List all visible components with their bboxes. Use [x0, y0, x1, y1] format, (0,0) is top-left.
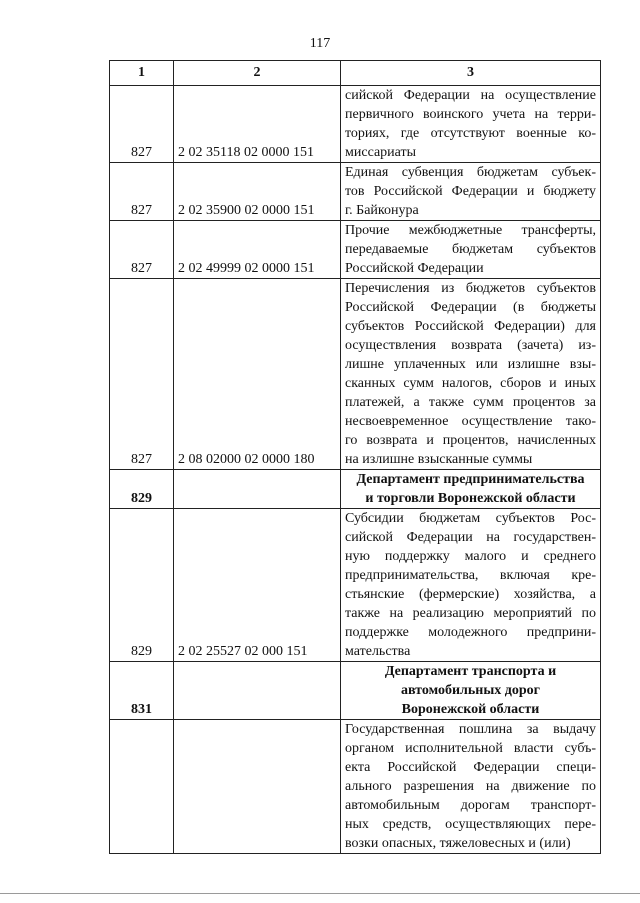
description-line: сийской Федерации на осуществление [345, 88, 596, 103]
table-row [110, 720, 601, 854]
table-row [110, 279, 601, 470]
administrator-code-cell: 829 [110, 509, 174, 662]
budget-code-cell: 2 02 49999 02 0000 151 [174, 221, 341, 279]
table-row [110, 86, 601, 163]
description-line: Воронежской области [401, 702, 540, 717]
description-line: на излишне взысканные суммы [345, 452, 533, 467]
description-line: Департамент предпринимательства [356, 472, 585, 487]
administrator-code-cell: 831 [110, 662, 174, 720]
description-line: ную поддержку малого и среднего [345, 549, 596, 564]
description-line: поддержке молодежного предприни- [345, 625, 596, 640]
administrator-code-cell: 827 [110, 279, 174, 470]
column-header-3: 3 [341, 61, 601, 86]
description-line: Департамент транспорта и [384, 664, 557, 679]
administrator-code-cell: 829 [110, 470, 174, 509]
description-line: также на реализацию мероприятий по [345, 606, 596, 621]
administrator-code-cell: 827 [110, 163, 174, 221]
description-line: возки опасных, тяжеловесных и (или) [345, 836, 571, 851]
description-line: сканных сумм налогов, сборов и иных [345, 376, 596, 391]
description-line: передаваемые бюджетам субъектов [345, 242, 596, 257]
description-line: органом исполнительной власти субъ- [345, 741, 596, 756]
description-line: тов Российской Федерации и бюджету [345, 184, 596, 199]
description-line: осуществления возврата (зачета) из- [345, 338, 596, 353]
description-cell [341, 279, 601, 470]
description-cell [341, 509, 601, 662]
description-cell [341, 720, 601, 854]
budget-code-cell: 2 02 25527 02 000 151 [174, 509, 341, 662]
table-header-row [110, 61, 601, 86]
description-line: Государственная пошлина за выдачу [345, 722, 596, 737]
page-number: 117 [309, 36, 331, 51]
description-line: екта Российской Федерации специ- [345, 760, 596, 775]
budget-code-cell [174, 720, 341, 854]
description-line: Субсидии бюджетам субъектов Рос- [345, 511, 596, 526]
administrator-code-cell: 827 [110, 86, 174, 163]
description-line: ных средств, осуществляющих пере- [345, 817, 596, 832]
column-header-2: 2 [174, 61, 341, 86]
description-line: платежей, а также сумм процентов за [345, 395, 596, 410]
budget-code-cell: 2 02 35900 02 0000 151 [174, 163, 341, 221]
description-line: Российской Федерации (в бюджеты [345, 300, 596, 315]
description-line: Прочие межбюджетные трансферты, [345, 223, 596, 238]
budget-code-cell [174, 662, 341, 720]
description-cell [341, 470, 601, 509]
description-line: автомобильным дорогам транспорт- [345, 798, 596, 813]
page-bottom-edge [0, 893, 640, 894]
description-line: г. Байконура [345, 203, 419, 218]
administrator-code-cell [110, 720, 174, 854]
description-line: субъектов Российской Федерации) для [345, 319, 596, 334]
budget-code-cell: 2 02 35118 02 0000 151 [174, 86, 341, 163]
description-line: и торговли Воронежской области [365, 491, 576, 506]
column-header-1: 1 [110, 61, 174, 86]
administrator-code-cell: 827 [110, 221, 174, 279]
budget-classification-table [109, 60, 601, 854]
table-row [110, 221, 601, 279]
department-row [110, 470, 601, 509]
description-line: стьянские (фермерские) хозяйства, а [345, 587, 596, 602]
table-row [110, 163, 601, 221]
description-line: лишне уплаченных или излишне взы- [345, 357, 596, 372]
description-line: мательства [345, 644, 411, 659]
description-cell [341, 662, 601, 720]
description-line: миссариаты [345, 145, 417, 160]
description-line: ториях, где отсутствуют военные ко- [345, 126, 596, 141]
description-line: первичного воинского учета на терри- [345, 107, 596, 122]
budget-code-cell: 2 08 02000 02 0000 180 [174, 279, 341, 470]
description-line: несвоевременное осуществление тако- [345, 414, 596, 429]
department-row [110, 662, 601, 720]
description-cell [341, 221, 601, 279]
description-line: сийской Федерации на государствен- [345, 530, 596, 545]
description-line: го возврата и процентов, начисленных [345, 433, 596, 448]
description-cell [341, 163, 601, 221]
description-line: Перечисления из бюджетов субъектов [345, 281, 596, 296]
description-line: Российской Федерации [345, 261, 484, 276]
budget-code-cell [174, 470, 341, 509]
description-line: Единая субвенция бюджетам субъек- [345, 165, 596, 180]
description-cell [341, 86, 601, 163]
table-row [110, 509, 601, 662]
description-line: предпринимательства, включая кре- [345, 568, 596, 583]
description-line: ального разрешения на движение по [345, 779, 596, 794]
description-line: автомобильных дорог [400, 683, 541, 698]
